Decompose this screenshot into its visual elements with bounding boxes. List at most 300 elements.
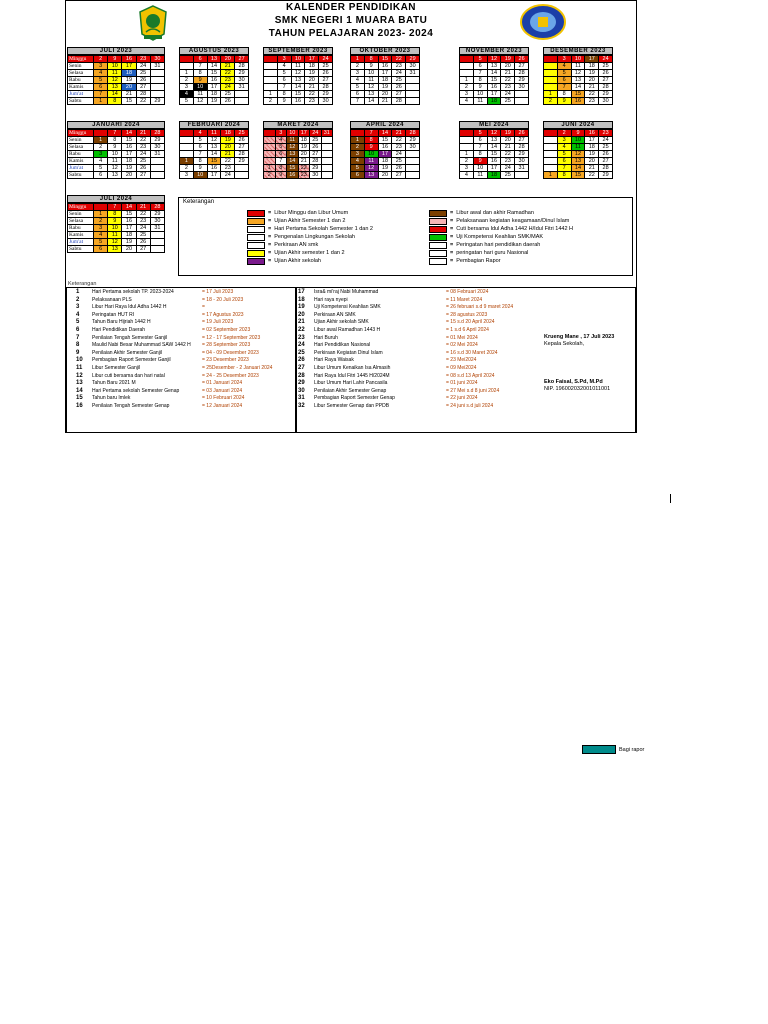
month-title: OKTOBER 2023: [350, 47, 420, 55]
date-cell: 28: [406, 130, 420, 137]
date-cell: 7: [557, 84, 571, 91]
legend-label: Perkiraan AN smk: [274, 242, 319, 248]
date-cell: 17: [585, 56, 599, 63]
note-text: Tahun baru Imlek: [92, 395, 131, 402]
legend-item: [247, 250, 345, 257]
note-date: = 18 - 20 Juli 2023: [202, 296, 244, 303]
date-cell: [544, 151, 558, 158]
date-cell: 22: [585, 172, 599, 179]
note-number: 24: [298, 342, 305, 349]
note-date: = 24 - 25 Desember 2023: [202, 372, 259, 379]
date-cell: 9: [277, 98, 291, 105]
date-cell: 30: [515, 158, 529, 165]
date-cell: 13: [571, 77, 585, 84]
date-cell: [264, 158, 276, 165]
date-cell: 13: [291, 77, 305, 84]
legend-equals: =: [450, 218, 454, 224]
note-number: 15: [76, 395, 83, 402]
date-cell: 17: [122, 225, 136, 232]
date-cell: 9: [108, 218, 122, 225]
note-number: 25: [298, 349, 305, 356]
date-cell: 11: [291, 63, 305, 70]
date-cell: 24: [599, 137, 613, 144]
note-number: 5: [76, 319, 80, 326]
date-cell: 13: [108, 84, 122, 91]
date-cell: [544, 63, 558, 70]
legend-swatch: [247, 210, 265, 217]
month-title: JULI 2023: [67, 47, 165, 55]
date-cell: 24: [599, 56, 613, 63]
date-cell: 24: [501, 165, 515, 172]
note-row: [298, 289, 488, 295]
date-cell: 15: [487, 151, 501, 158]
note-date: = 17 Agustus 2023: [202, 311, 244, 318]
date-cell: 17: [305, 56, 319, 63]
legend-item: [247, 234, 355, 241]
note-date: = 28 September 2023: [202, 342, 251, 349]
date-cell: 5: [94, 239, 108, 246]
date-cell: 27: [319, 77, 333, 84]
date-cell: 1: [180, 158, 194, 165]
date-cell: 1: [460, 77, 474, 84]
legend-swatch: [247, 234, 265, 241]
date-cell: 7: [557, 165, 571, 172]
legend-label: Ujian Akhir Semester 1 dan 2: [274, 218, 346, 224]
date-cell: 28: [235, 151, 249, 158]
date-cell: 16: [487, 158, 501, 165]
note-row: [76, 388, 242, 394]
date-cell: 29: [599, 172, 613, 179]
date-cell: 20: [378, 172, 392, 179]
date-cell: 8: [364, 56, 378, 63]
date-cell: 16: [122, 144, 136, 151]
date-cell: 5: [351, 165, 365, 172]
date-cell: 14: [364, 98, 378, 105]
date-cell: 18: [122, 158, 136, 165]
date-cell: 1: [460, 151, 474, 158]
legend-label: Libur Minggu dan Libur Umum: [274, 210, 349, 216]
date-cell: 10: [364, 151, 378, 158]
date-cell: [321, 151, 333, 158]
legend-label: Ujian Akhir sekolah: [274, 258, 321, 264]
date-cell: 5: [275, 144, 287, 151]
date-cell: 12: [207, 137, 221, 144]
date-cell: 27: [515, 63, 529, 70]
date-cell: 28: [150, 204, 164, 211]
date-cell: 24: [136, 63, 150, 70]
note-text: Libur Semester Genap dan PPDB: [314, 403, 390, 409]
date-cell: 22: [501, 151, 515, 158]
note-date: = 27 Mei s.d 8 juni 2024: [446, 387, 500, 394]
legend-label: Cuti bersama Idul Adha 1442 H/Idul Fitri 1442 H: [456, 226, 574, 232]
date-cell: 13: [287, 151, 299, 158]
date-cell: 13: [364, 172, 378, 179]
date-cell: 13: [487, 63, 501, 70]
note-text: Penilaian Akhir Semester Ganjil: [92, 349, 163, 356]
date-cell: 20: [585, 158, 599, 165]
day-name: Jum'at: [68, 165, 94, 172]
note-text: Hari raya nyepi: [314, 296, 348, 303]
date-cell: 22: [298, 165, 310, 172]
date-cell: 2: [180, 77, 194, 84]
legend-title: Keterangan: [183, 199, 215, 205]
note-text: Hari Pendidikan Nasional: [314, 342, 371, 349]
date-cell: 29: [406, 56, 420, 63]
date-cell: 11: [108, 70, 122, 77]
date-cell: [180, 56, 194, 63]
month-7: [179, 121, 249, 179]
date-cell: 8: [193, 158, 207, 165]
date-cell: 5: [94, 77, 108, 84]
date-cell: 31: [150, 63, 164, 70]
date-cell: 28: [515, 144, 529, 151]
day-name: Minggu: [68, 130, 94, 137]
date-cell: 8: [277, 91, 291, 98]
date-cell: 17: [487, 165, 501, 172]
date-cell: 18: [298, 137, 310, 144]
date-cell: 3: [94, 151, 108, 158]
date-cell: 17: [378, 70, 392, 77]
date-cell: 26: [136, 165, 150, 172]
legend-swatch: [429, 242, 447, 249]
date-cell: 14: [207, 151, 221, 158]
date-cell: 26: [515, 130, 529, 137]
date-cell: 28: [599, 84, 613, 91]
note-row: [298, 380, 478, 386]
date-cell: 9: [108, 144, 122, 151]
note-text: Pembagian Raport Semester Genap: [314, 395, 395, 402]
date-cell: 10: [287, 130, 299, 137]
date-cell: 12: [108, 165, 122, 172]
date-cell: 10: [364, 70, 378, 77]
date-cell: 13: [207, 56, 221, 63]
date-cell: 24: [136, 151, 150, 158]
date-cell: [515, 172, 529, 179]
date-cell: 16: [207, 77, 221, 84]
date-cell: 1: [94, 211, 108, 218]
date-cell: 18: [487, 172, 501, 179]
legend-label: Pelaksanaan kegiatan keagamaan/Dinul Islam: [456, 218, 570, 224]
legend-equals: =: [268, 250, 272, 256]
date-cell: 2: [460, 158, 474, 165]
sign-name: Eko Faisal, S.Pd, M.Pd: [544, 379, 603, 385]
note-row: [76, 342, 250, 348]
date-cell: 25: [221, 91, 235, 98]
date-cell: 8: [108, 137, 122, 144]
day-name: Kamis: [68, 158, 94, 165]
date-cell: 27: [136, 84, 150, 91]
date-cell: 27: [235, 56, 249, 63]
date-cell: 21: [501, 144, 515, 151]
note-number: 16: [76, 403, 83, 409]
date-cell: 9: [473, 84, 487, 91]
note-number: 4: [76, 311, 80, 318]
date-cell: 10: [571, 56, 585, 63]
date-cell: 20: [122, 172, 136, 179]
date-cell: 4: [94, 232, 108, 239]
date-cell: 20: [298, 151, 310, 158]
month-title: JUNI 2024: [543, 121, 613, 129]
note-text: Pembagian Raport Semester Ganjil: [92, 357, 171, 364]
date-cell: [544, 77, 558, 84]
date-cell: 19: [221, 137, 235, 144]
date-cell: 23: [392, 63, 406, 70]
date-cell: 23: [501, 158, 515, 165]
legend-equals: =: [450, 210, 454, 216]
date-cell: 18: [305, 63, 319, 70]
date-cell: 24: [319, 56, 333, 63]
date-cell: 12: [291, 70, 305, 77]
date-cell: 14: [571, 84, 585, 91]
date-cell: [264, 56, 278, 63]
note-number: 26: [298, 357, 305, 364]
date-cell: 5: [557, 70, 571, 77]
month-8: [263, 121, 333, 179]
date-cell: 21: [392, 130, 406, 137]
date-cell: 20: [221, 144, 235, 151]
note-number: 22: [298, 327, 305, 333]
date-cell: 19: [305, 70, 319, 77]
legend-swatch: [429, 226, 447, 233]
note-date: = 04 - 09 Desember 2023: [202, 349, 259, 356]
legend-equals: =: [450, 226, 454, 232]
date-cell: 21: [585, 165, 599, 172]
note-date: = 03 Januari 2024: [202, 387, 243, 394]
date-cell: [321, 172, 333, 179]
date-cell: [544, 144, 558, 151]
date-cell: 17: [378, 151, 392, 158]
date-cell: 3: [180, 84, 194, 91]
date-cell: 25: [392, 77, 406, 84]
date-cell: 4: [94, 158, 108, 165]
date-cell: 6: [94, 172, 108, 179]
date-cell: 28: [392, 98, 406, 105]
note-text: Hari Pendidikan Daerah: [92, 327, 146, 333]
aceh-emblem-icon: [136, 4, 170, 42]
date-cell: 22: [501, 77, 515, 84]
legend-equals: =: [268, 210, 272, 216]
legend-label: Peringatan hari pendidikan daerah: [456, 242, 541, 248]
note-text: Libur Umum Hari Lahir Pancasila: [314, 380, 388, 387]
date-cell: 25: [235, 130, 249, 137]
date-cell: 4: [460, 172, 474, 179]
date-cell: 29: [515, 77, 529, 84]
date-cell: 9: [108, 56, 122, 63]
month-5: [543, 47, 613, 105]
date-cell: [406, 151, 420, 158]
date-cell: 27: [515, 137, 529, 144]
date-cell: 8: [275, 165, 287, 172]
date-cell: [150, 158, 164, 165]
date-cell: 9: [557, 98, 571, 105]
date-cell: [150, 70, 164, 77]
note-row: [298, 335, 478, 341]
month-4: [459, 47, 529, 105]
date-cell: 18: [122, 232, 136, 239]
date-cell: [406, 98, 420, 105]
note-number: 6: [76, 327, 80, 333]
date-cell: 3: [94, 225, 108, 232]
date-cell: 4: [557, 144, 571, 151]
date-cell: 26: [599, 151, 613, 158]
date-cell: 2: [544, 98, 558, 105]
date-cell: 14: [291, 84, 305, 91]
date-cell: 19: [122, 239, 136, 246]
legend-label: Libur awal dan akhir Ramadhan: [456, 210, 534, 216]
date-cell: 23: [221, 165, 235, 172]
date-cell: [235, 91, 249, 98]
date-cell: 28: [150, 130, 164, 137]
date-cell: 13: [487, 137, 501, 144]
note-number: 31: [298, 395, 305, 402]
note-date: = 02 September 2023: [202, 327, 251, 333]
date-cell: 28: [310, 158, 322, 165]
day-name: Sabtu: [68, 246, 94, 253]
note-row: [298, 388, 499, 394]
date-cell: 2: [351, 63, 365, 70]
note-date: = 09 Mei2024: [446, 365, 477, 371]
legend-swatch: [247, 258, 265, 265]
date-cell: 8: [108, 211, 122, 218]
date-cell: 18: [378, 77, 392, 84]
date-cell: 25: [136, 158, 150, 165]
date-cell: 6: [473, 63, 487, 70]
date-cell: 15: [571, 91, 585, 98]
note-date: = 12 Januari 2024: [202, 403, 243, 409]
month-title: MARET 2024: [263, 121, 333, 129]
note-number: 32: [298, 403, 305, 409]
date-cell: 20: [122, 246, 136, 253]
date-cell: 23: [221, 77, 235, 84]
date-cell: [150, 77, 164, 84]
note-date: = 12 - 17 September 2023: [202, 334, 261, 341]
date-cell: [180, 144, 194, 151]
day-name: Senin: [68, 63, 94, 70]
month-title: APRIL 2024: [350, 121, 420, 129]
date-cell: 22: [392, 137, 406, 144]
note-text: Penilaian Tengah Semester Genap: [92, 403, 170, 409]
date-cell: [235, 172, 249, 179]
date-cell: 10: [108, 151, 122, 158]
legend-swatch: [429, 258, 447, 265]
date-cell: [460, 56, 474, 63]
date-cell: 16: [122, 56, 136, 63]
date-cell: [264, 70, 278, 77]
date-cell: 6: [277, 77, 291, 84]
legend-swatch: [247, 250, 265, 257]
note-text: Tahun Baru 2021 M: [92, 380, 136, 387]
date-cell: 23: [599, 130, 613, 137]
note-text: Peringatan HUT RI: [92, 311, 135, 318]
date-cell: 20: [501, 137, 515, 144]
month-3: [350, 47, 420, 105]
date-cell: 26: [310, 144, 322, 151]
date-cell: 11: [571, 144, 585, 151]
date-cell: 15: [207, 70, 221, 77]
date-cell: 6: [473, 137, 487, 144]
date-cell: 21: [378, 98, 392, 105]
date-cell: 3: [277, 56, 291, 63]
date-cell: 22: [305, 91, 319, 98]
date-cell: 26: [235, 137, 249, 144]
stray-mark: [670, 494, 671, 503]
date-cell: 10: [291, 56, 305, 63]
date-cell: 23: [136, 56, 150, 63]
date-cell: 18: [585, 144, 599, 151]
date-cell: 13: [108, 246, 122, 253]
date-cell: 25: [319, 63, 333, 70]
date-cell: 21: [298, 158, 310, 165]
date-cell: 31: [150, 225, 164, 232]
date-cell: 23: [585, 98, 599, 105]
date-cell: 13: [571, 158, 585, 165]
month-title: AGUSTUS 2023: [179, 47, 249, 55]
date-cell: 23: [136, 144, 150, 151]
note-row: [298, 403, 493, 409]
legend-swatch: [429, 234, 447, 241]
date-cell: 2: [557, 130, 571, 137]
legend-label: peringatan hari guru Nasional: [456, 250, 529, 256]
date-cell: 17: [207, 84, 221, 91]
date-cell: 30: [515, 84, 529, 91]
date-cell: 10: [193, 84, 207, 91]
date-cell: 1: [264, 91, 278, 98]
date-cell: 17: [122, 63, 136, 70]
legend-label: Pengenalan Lingkungan Sekolah: [274, 234, 355, 240]
date-cell: 22: [221, 70, 235, 77]
date-cell: 3: [460, 165, 474, 172]
date-cell: 30: [235, 77, 249, 84]
date-cell: 22: [136, 98, 150, 105]
note-text: Perkiraan AN SMK: [314, 311, 356, 318]
title-line-3: TAHUN PELAJARAN 2023- 2024: [268, 28, 434, 39]
date-cell: 11: [207, 130, 221, 137]
date-cell: 3: [557, 137, 571, 144]
date-cell: 26: [392, 84, 406, 91]
date-cell: 16: [378, 63, 392, 70]
date-cell: 2: [180, 165, 194, 172]
date-cell: 6: [275, 151, 287, 158]
month-title: JANUARI 2024: [67, 121, 165, 129]
date-cell: 17: [122, 151, 136, 158]
date-cell: [321, 165, 333, 172]
legend-item: [429, 210, 534, 217]
date-cell: 2: [351, 144, 365, 151]
note-date: = 28 agustus 2023: [446, 311, 488, 318]
date-cell: 2: [264, 98, 278, 105]
date-cell: 25: [136, 232, 150, 239]
date-cell: 29: [599, 91, 613, 98]
date-cell: 7: [473, 144, 487, 151]
note-number: 8: [76, 342, 80, 349]
date-cell: 31: [406, 70, 420, 77]
legend-label: Pembagian Rapor: [456, 258, 501, 264]
date-cell: [515, 98, 529, 105]
note-text: Tahun Baru Hijriah 1442 H: [92, 319, 151, 326]
date-cell: 31: [515, 165, 529, 172]
date-cell: 9: [364, 144, 378, 151]
legend-item: [429, 218, 569, 225]
note-row: [298, 395, 478, 401]
date-cell: 15: [291, 91, 305, 98]
date-cell: 1: [544, 91, 558, 98]
month-11: [543, 121, 613, 179]
legend-swatch: [247, 226, 265, 233]
date-cell: 29: [150, 137, 164, 144]
legend-swatch: [247, 218, 265, 225]
date-cell: 16: [487, 84, 501, 91]
date-cell: 9: [364, 63, 378, 70]
